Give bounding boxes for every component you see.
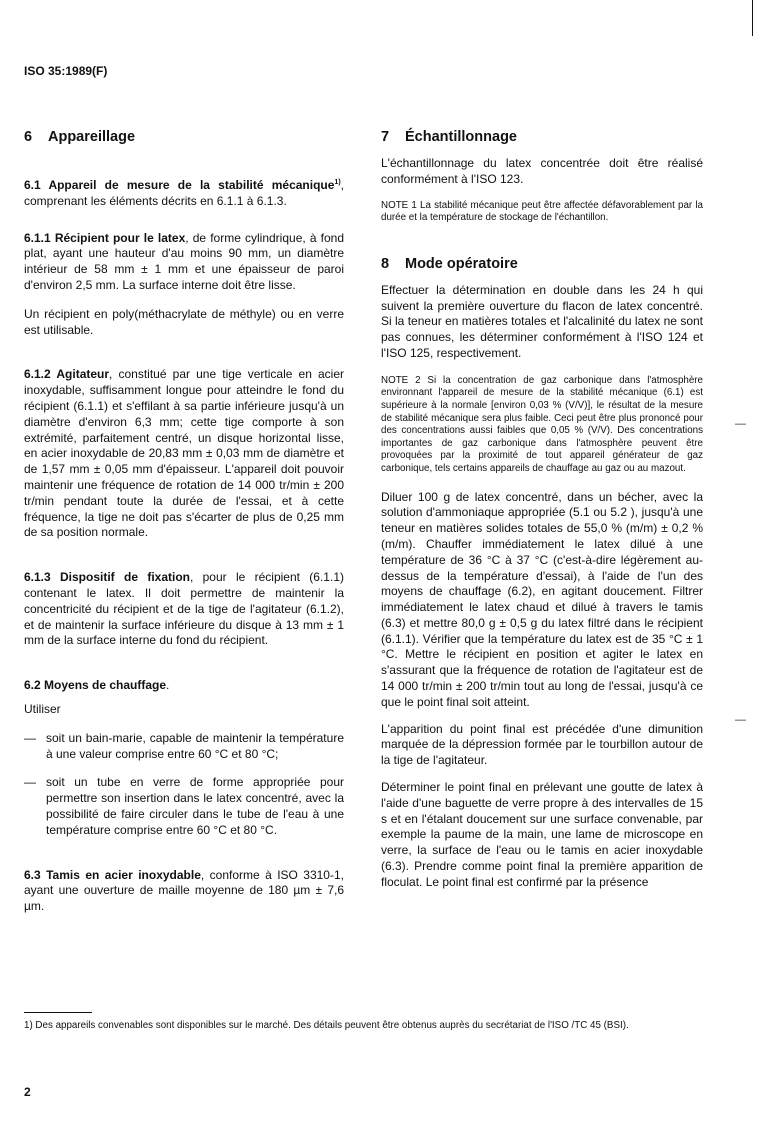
para-6-3: 6.3 Tamis en acier inoxydable, conforme à ISO 3310-1, ayant une ouverture de maille moyenne de 180 µm ± 7,6 µm.: [24, 867, 344, 914]
edge-mark: [752, 0, 753, 36]
margin-mark: —: [735, 418, 746, 430]
para-8-d: Déterminer le point final en prélevant une goutte de latex à l'aide d'une baguette de verre propre à des intervalles de 15 s et en l'étalant doucement sur une surface convenable, par exemple la paume de la main, une lame de microscope en verre, la surface de l'eau ou le tamis en acier inoxydable (6.3). Prendre comme point final la première apparition de floculat. Le point final est confirmé par la présence: [381, 780, 703, 889]
para-6-2: 6.2 Moyens de chauffage.: [24, 678, 170, 693]
margin-mark: —: [735, 714, 746, 726]
list-item: — soit un bain-marie, capable de maintenir la température à une valeur comprise entre 60 °C et 80 °C;: [24, 731, 344, 763]
para-6-1: 6.1 Appareil de mesure de la stabilité mécanique$^{1)}$, comprenant les éléments décrits en 6.1.1 à 6.1.3.: [24, 178, 344, 208]
para-6-1-2: 6.1.2 Agitateur, constitué par une tige verticale en acier inoxydable, suffisamment longue pour atteindre le fond du récipient (6.1.1) et s'effilant à sa partie inférieure jusqu'à un diamètre d'environ 6,3 mm; cette tige comporte à son extrémité, parfaitement centré, un disque horizontal lisse, en acier inoxydable de 20,83 mm ± 0,03 mm de diamètre et de 1,57 mm ± 0,05 mm d'épaisseur. L'appareil doit pouvoir maintenir une fréquence de rotation de 14 000 tr/min ± 200 tr/min pendant toute la durée de l'essai, et à cette fréquence, la tige ne doit pas s'écarter de plus de 0,25 mm de sa position normale.: [24, 367, 344, 540]
list-item: — soit un tube en verre de forme appropriée pour permettre son insertion dans le latex concentré, avec la possibilité de faire circuler dans le tube de l'eau à une température comprise entre 60 °C et 80 °C.: [24, 775, 344, 838]
footnote-separator: [24, 1012, 92, 1013]
para-8-a: Effectuer la détermination en double dans les 24 h qui suivent la première ouverture du flacon de latex concentré. Si la teneur en matières totales et l'alcalinité du latex ne sont pas connues, les déterminer conformément à l'ISO 124 et l'ISO 125, respectivement.: [381, 282, 703, 360]
para-6-1-1: 6.1.1 Récipient pour le latex, de forme cylindrique, à fond plat, ayant une hauteur d'au moins 90 mm, un diamètre intérieur de 58 mm ± 1 mm et une épaisseur de paroi d'environ 2,5 mm. La surface interne doit être lisse.: [24, 230, 344, 292]
para-6-1-3: 6.1.3 Dispositif de fixation, pour le récipient (6.1.1) contenant le latex. Il doit permettre de maintenir la concentricité du récipient et de la tige de l'agitateur (6.1.2), et de maintenir la surface inférieure du disque à 13 mm ± 1 mm de la surface interne du fond du récipient.: [24, 570, 344, 648]
para-6-1-1-b: Un récipient en poly(méthacrylate de méthyle) ou en verre est utilisable.: [24, 306, 344, 337]
section-7-heading: 7 Échantillonnage: [381, 129, 517, 145]
para-6-2-utiliser: Utiliser: [24, 701, 61, 716]
para-7: L'échantillonnage du latex concentrée doit être réalisé conformément à l'ISO 123.: [381, 156, 703, 186]
section-8-heading: 8 Mode opératoire: [381, 255, 518, 272]
para-8-c: L'apparition du point final est précédée d'une dimunition marquée de la dépression formée par le tourbillon autour de la tige de l'agitateur.: [381, 721, 703, 768]
section-6-heading: 6 Appareillage: [24, 129, 136, 145]
left-column: [24, 128, 344, 915]
page-number: 2: [24, 1085, 31, 1099]
note-1: NOTE 1 La stabilité mécanique peut être affectée défavorablement par la durée et la température de stockage de l'échantillon.: [381, 199, 703, 224]
document-header: ISO 35:1989(F): [24, 64, 108, 78]
footnote: 1) Des appareils convenables sont disponibles sur le marché. Des détails peuvent être obtenus auprès du secrétariat de l'ISO /TC 45 (BSI).: [24, 1020, 629, 1031]
right-column: [381, 128, 703, 891]
note-2: NOTE 2 Si la concentration de gaz carbonique dans l'atmosphère environnant l'appareil de mesure de la stabilité mécanique (6.1) est supérieure à la normale [environ 0,03 % (V/V)], le résultat de la mesure de stabilité mécanique sera plus faible. Ceci peut être plus prononcé pour des concentrations aussi faibles que 0,05 % (V/V). Des concentrations importantes de gaz carbonique dans l'atmosphère peuvent être provoquées par la proximité de tout appareil générateur de gaz carbonique, tels certains appareils de chauffage au gaz ou au mazout.: [381, 374, 703, 474]
para-8-b: Diluer 100 g de latex concentré, dans un bécher, avec la solution d'ammoniaque appropriée (5.1 ou 5.2 ), jusqu'à une teneur en matières solides totales de 55,0 % (m/m) ± 0,2 % (m/m). Chauffer immédiatement le latex dilué à une température de 36 °C à 37 °C (c'est-à-dire légèrement au-dessus de la température d'essai), à l'aide de l'un des moyens de chauffage (6.2), en agitant doucement. Filtrer immédiatement le latex chaud et dilué à travers le tamis (6.3) et mettre 80,0 g ± 0,5 g du latex filtré dans le récipient (6.1.1). Vérifier que la température du latex est de 35 °C ± 1 °C. Mettre le récipient en position et agiter le latex en s'assurant que la fréquence de rotation de l'agitateur est de 14 000 tr/min ± 200 tr/min tout au long de l'essai, jusqu'à ce que le point final soit atteint.: [381, 489, 703, 709]
